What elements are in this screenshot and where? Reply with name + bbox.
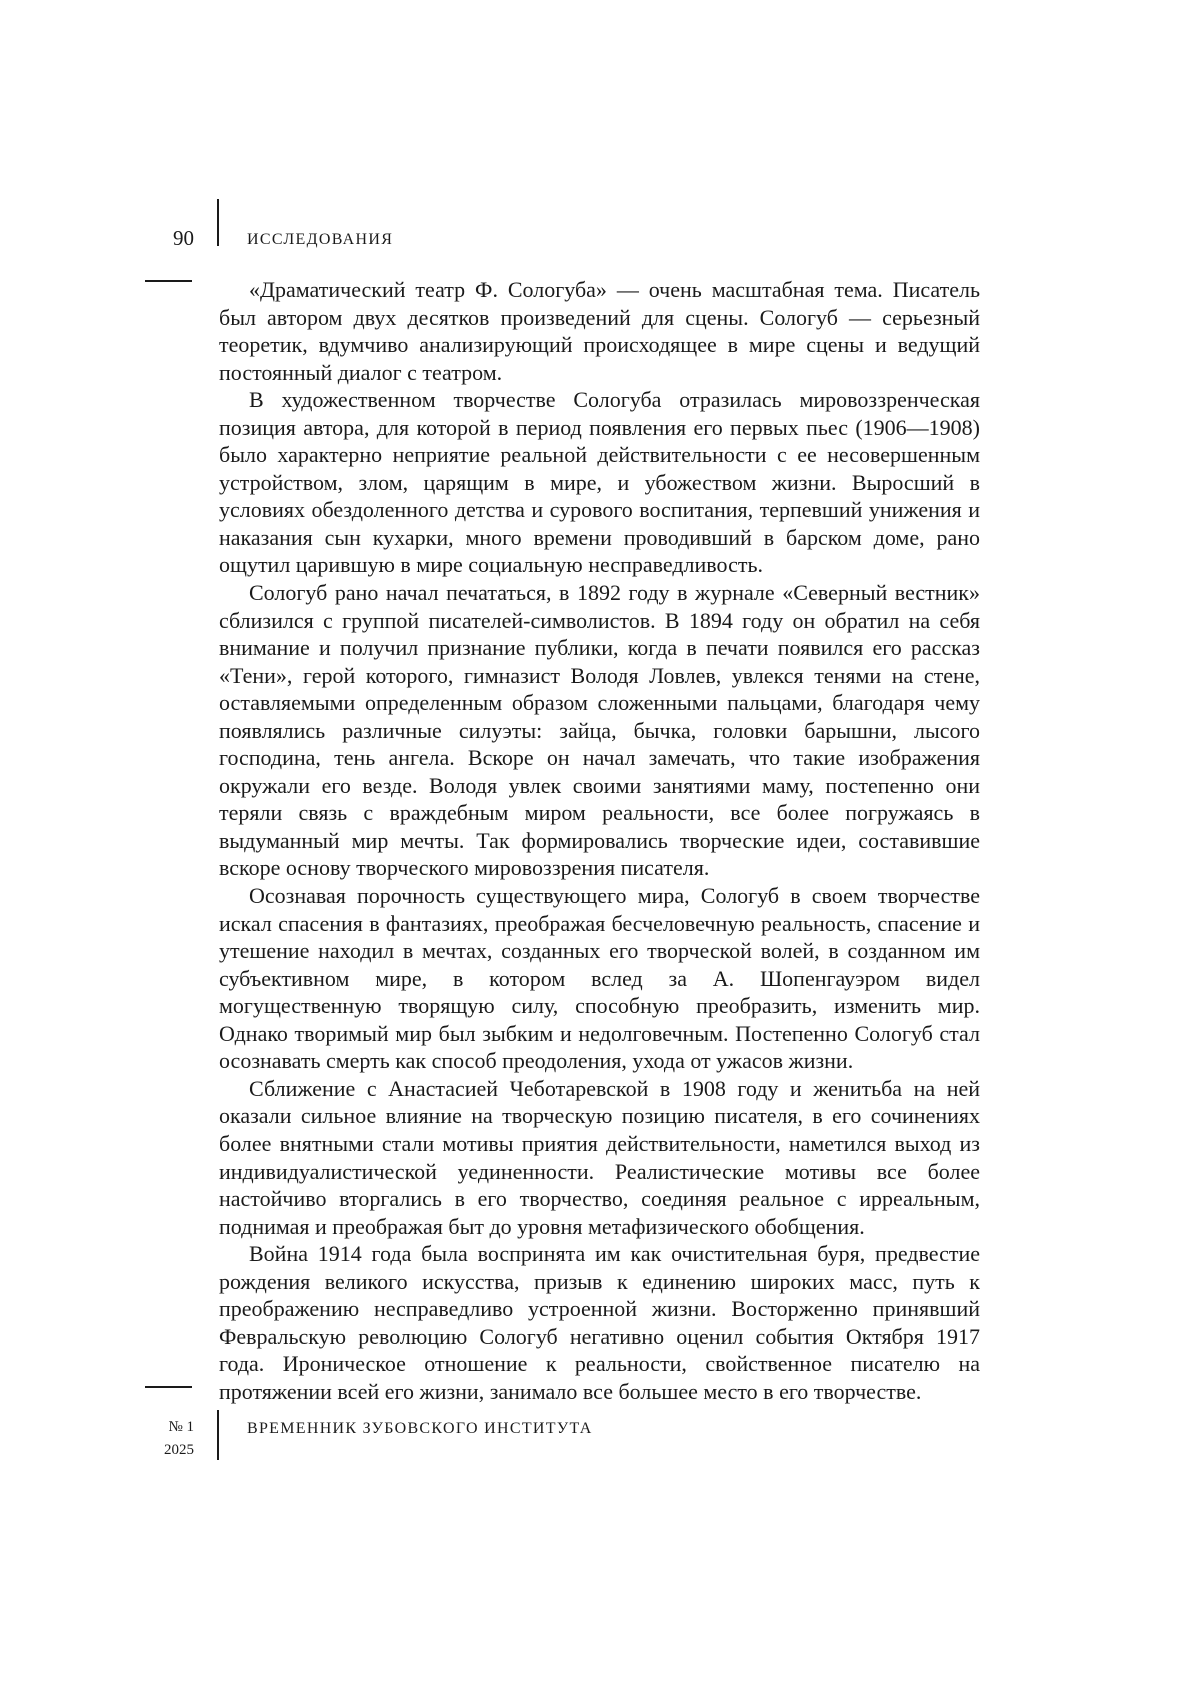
paragraph: Война 1914 года была воспринята им как очистительная буря, предвестие рождения великого искусства, призыв к единению широких масс, путь к преображению несправедливо устроенной жизни. Восторженно принявший Февральскую революцию Сологуб негативно оценил события Октября 1917 года. Ироническое отношение к реальности, свойственное писателю на протяжении всей его жизни, занимало все большее место в его творчестве.	[219, 1241, 980, 1404]
paragraph: Сологуб рано начал печататься, в 1892 году в журнале «Северный вестник» сблизился с группой писателей-символистов. В 1894 году он обратил на себя внимание и получил признание публики, когда в печати появился его рассказ «Тени», герой которого, гимназист Володя Ловлев, увлекся тенями на стене, оставляемыми определенным образом сложенными пальцами, благодаря чему появлялись различные силуэты: зайца, бычка, головки барышни, лысого господина, тень ангела. Вскоре он начал замечать, что такие изображения окружали его везде. Володя увлек своими занятиями маму, постепенно они теряли связь с враждебным миром реальности, все более погружаясь в выдуманный мир мечты. Так формировались творческие идеи, составившие вскоре основу творческого мировоззрения писателя.	[219, 580, 980, 881]
issue-year: 2025	[164, 1442, 194, 1458]
journal-title: ВРЕМЕННИК ЗУБОВСКОГО ИНСТИТУТА	[247, 1420, 593, 1437]
paragraph: Сближение с Анастасией Чеботаревской в 1908 году и женитьба на ней оказали сильное влияние на творческую позицию писателя, в его сочинениях более внятными стали мотивы приятия действительности, наметился выход из индивидуалистической уединенности. Реалистические мотивы все более настойчиво вторгались в его творчество, соединяя реальное с ирреальным, поднимая и преображая быт до уровня метафизического обобщения.	[219, 1075, 980, 1239]
header-divider	[217, 199, 219, 246]
paragraph: Осознавая порочность существующего мира, Сологуб в своем творчестве искал спасения в фантазиях, преображая бесчеловечную реальность, спасение и утешение находил в мечтах, созданных его творческой волей, в созданном им субъективном мире, в котором вслед за А. Шопенгауэром видел могущественную творящую силу, способную преобразить, изменить мир. Однако творимый мир был зыбким и недолговечным. Постепенно Сологуб стал осознавать смерть как способ преодоления, ухода от ужасов жизни.	[219, 883, 980, 1074]
article-body	[219, 276, 980, 1405]
issue-info	[150, 1416, 194, 1462]
paragraph: В художественном творчестве Сологуба отразилась мировоззренческая позиция автора, для которой в период появления его первых пьес (1906—1908) было характерно неприятие реальной действительности с ее несовершенным устройством, злом, царящим в мире, и убожеством жизни. Выросший в условиях обездоленного детства и сурового воспитания, терпевший унижения и наказания сын кухарки, много времени проводивший в барском доме, рано ощутил царившую в мире социальную несправедливость.	[219, 387, 980, 578]
issue-number: № 1	[168, 1419, 194, 1435]
margin-rule-top	[145, 280, 192, 282]
margin-rule-bottom	[145, 1386, 192, 1388]
page-number: 90	[173, 226, 194, 250]
section-title: ИССЛЕДОВАНИЯ	[247, 231, 394, 248]
footer-divider	[217, 1410, 219, 1460]
paragraph: «Драматический театр Ф. Сологуба» — очень масштабная тема. Писатель был автором двух десятков произведений для сцены. Сологуб — серьезный теоретик, вдумчиво анализирующий происходящее в мире сцены и ведущий постоянный диалог с театром.	[219, 277, 980, 385]
